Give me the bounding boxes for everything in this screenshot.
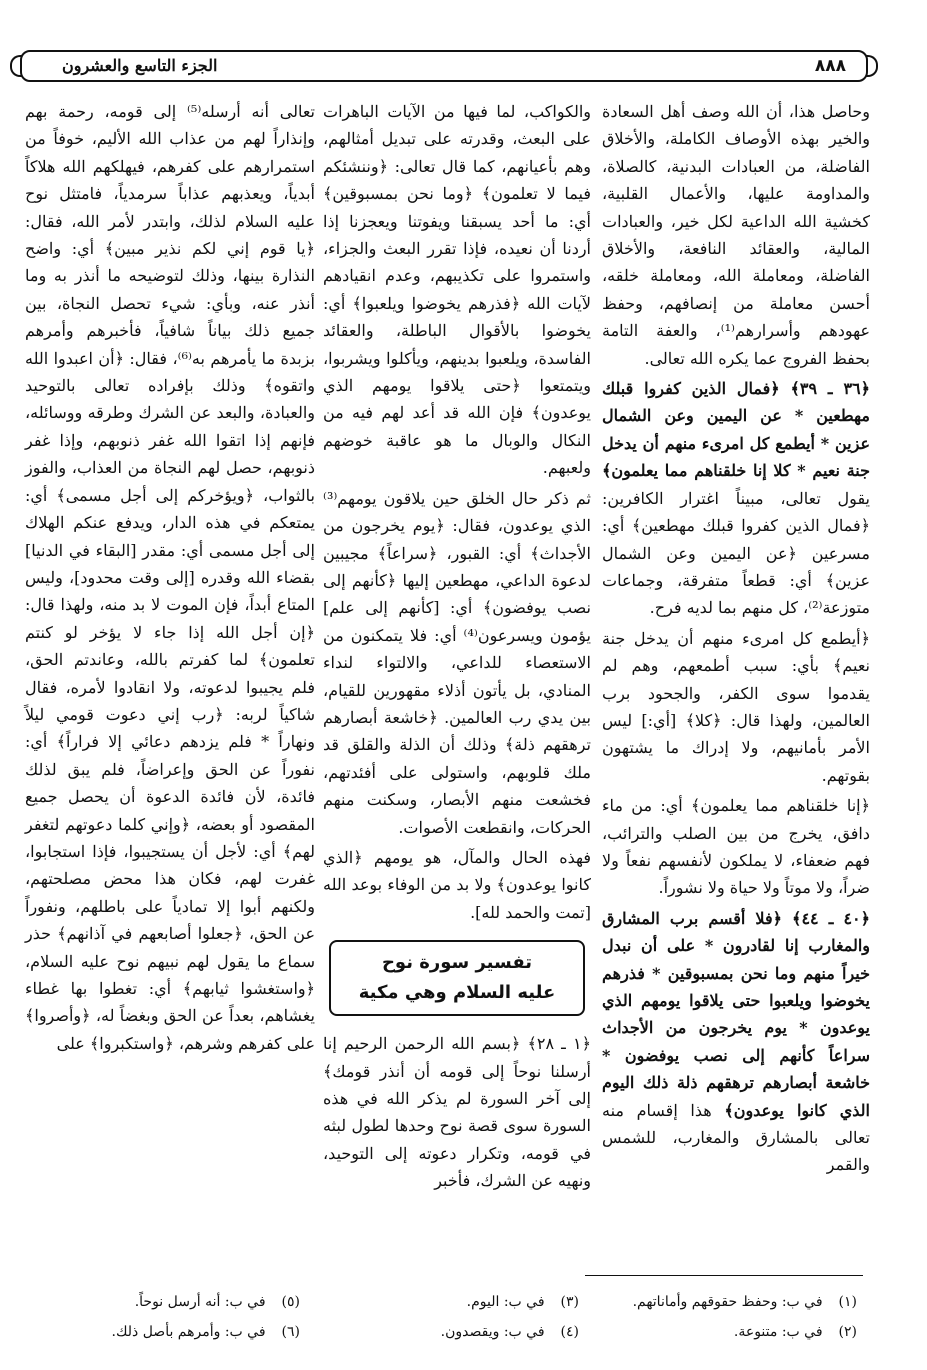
footnote-number: (٦) bbox=[281, 1324, 300, 1340]
paragraph: وحاصل هذا، أن الله وصف أهل السعادة والخير بهذه الأوصاف الكاملة، والأخلاق الفاضلة، من العبادات البدنية، كالصلاة، والمداومة عليها، والأعمال القلبية، كخشية الله الداعية لكل خير، والعبادات المالية، والعقائد النافعة، والأخلاق الفاضلة، ومعاملة الله، ومعاملة خلقه، أحسن معاملة من إنصافهم، وحفظ عهودهم وأسرارهم⁽¹⁾، والعفة التامة بحفظ الفروج عما يكره الله تعالى. bbox=[602, 102, 870, 368]
footnote-text: في ب: وأمرهم بأصل ذلك. bbox=[111, 1324, 266, 1340]
page-header bbox=[20, 50, 868, 82]
footnote-text: في ب: وحفظ حقوقهم وأماناتهم. bbox=[632, 1294, 823, 1310]
paragraph: تعالى أنه أرسله⁽⁵⁾ إلى قومه، رحمة بهم وإنذاراً لهم من عذاب الله الأليم، خوفاً من استمرارهم على كفرهم، فيهلكهم الله هلاكاً أبدياً، ويعذبهم عذاباً سرمدياً، فامتثل نوح عليه السلام لذلك، وابتدر لأمر الله، فقال: ﴿يا قوم إني لكم نذير مبين﴾ أي: واضح النذارة بينها، وذلك لتوضيحه ما أنذر به وما أنذر عنه، وبأي: شيء تحصل النجاة، بين جميع ذلك بياناً شافياً، فأخبرهم وأمرهم بزبدة ما يأمرهم به⁽⁶⁾، فقال: ﴿أن اعبدوا الله واتقوه﴾ وذلك بإفراده تعالى بالتوحيد والعبادة، والبعد عن الشرك وطرقه ووسائله، فإنهم إذا اتقوا الله غفر ذنوبهم، وإذا غفر ذنوبهم، حصل لهم النجاة من العذاب، والفوز بالثواب، ﴿ويؤخركم إلى أجل مسمى﴾ أي: يمتعكم في هذه الدار، ويدفع عنكم الهلاك إلى أجل مسمى أي: مقدر [البقاء في الدنيا] بقضاء الله وقدره [إلى وقت محدود]، وليس المتاع أبداً، فإن الموت لا بد منه، ولهذا قال: ﴿إن أجل الله إذا جاء لا يؤخر لو كنتم تعلمون﴾ لما كفرتم بالله، وعاندتم الحق، فلم يجيبوا لدعوته، ولا انقادوا لأمره، فقال شاكياً لربه: ﴿رب إني دعوت قومي ليلاً ونهاراً * فلم يزدهم دعائي إلا فراراً﴾ أي: نفوراً عن الحق وإعراضاً، فلم يبق لذلك فائدة، لأن فائدة الدعوة أن يحصل جميع المقصود أو بعضه، ﴿وإني كلما دعوتهم لتغفر لهم﴾ أي: لأجل أن يستجيبوا، فإذا استجابوا، غفرت لهم، فكان هذا محض مصلحتهم، ولكنهم أبوا إلا تمادياً على باطلهم، ونفوراً عن الحق، ﴿جعلوا أصابعهم في آذانهم﴾ حذر سماع ما يقول لهم نبيهم نوح عليه السلام، ﴿واستغشوا ثيابهم﴾ أي: تغطوا بها غطاء يغشاهم، بعداً عن الحق وبغضاً له، ﴿وأصروا﴾ على كفرهم وشرهم، ﴿واستكبروا﴾ على bbox=[25, 102, 316, 1053]
footnote bbox=[135, 1294, 300, 1310]
verse-text: ﴿٣٦ ـ ٣٩﴾ ﴿فمال الذين كفروا قبلك مهطعين * عن اليمين وعن الشمال عزين * أيطمع كل امرىء منهم أن يدخل جنة نعيم * كلا إنا خلقناهم مما يعلمون﴾ bbox=[602, 379, 871, 481]
commentary-text: هذا إقسام منه تعالى بالمشارق والمغارب، للشمس والقمر bbox=[602, 1100, 870, 1175]
surah-title-box bbox=[329, 940, 585, 1016]
paragraph: ﴿أيطمع كل امرىء منهم أن يدخل جنة نعيم﴾ بأي: سبب أطمعهم، وهم لم يقدموا سوى الكفر، والجحود برب العالمين، ولهذا قال: ﴿كلا﴾ [أي:] ليس الأمر بأمانيهم، ولا إدراك ما يشتهون بقوتهم. bbox=[602, 628, 870, 785]
footnote-number: (١) bbox=[838, 1294, 857, 1310]
footnote bbox=[633, 1294, 857, 1310]
footnote bbox=[734, 1324, 857, 1340]
text-column-middle bbox=[323, 98, 591, 1260]
footnote-number: (٣) bbox=[560, 1294, 579, 1310]
text-column-left bbox=[25, 98, 315, 1260]
footnote-text: في ب: متنوعة. bbox=[733, 1324, 823, 1340]
commentary-text: يقول تعالى، مبيناً اغترار الكافرين: ﴿فمال الذين كفروا قبلك مهطعين﴾ أي: مسرعين ﴿عن اليمين وعن الشمال عزين﴾ أي: قطعاً متفرقة، وجماعات متوزعة⁽²⁾، كل منهم بما لديه فرح. bbox=[602, 488, 870, 618]
footnote bbox=[112, 1324, 301, 1340]
surah-title-line-2: عليه السلام وهي مكية bbox=[358, 982, 556, 1004]
surah-title-line-1: تفسير سورة نوح bbox=[381, 952, 533, 974]
text-column-right bbox=[602, 98, 870, 1260]
paragraph bbox=[602, 905, 870, 1179]
verse-text: ﴿٤٠ ـ ٤٤﴾ ﴿فلا أقسم برب المشارق والمغارب إنا لقادرون * على أن نبدل خيراً منهم وما نحن بمسبوقين * فذرهم يخوضوا ويلعبوا حتى يلاقوا يومهم الذي يوعدون * يوم يخرجون من الأجداث سراعاً كأنهم إلى نصب يوفضون * خاشعة أبصارهم ترهقهم ذلة ذلك اليوم الذي كانوا يوعدون﴾ bbox=[602, 908, 871, 1120]
paragraph: ثم ذكر حال الخلق حين يلاقون يومهم⁽³⁾ الذي يوعدون، فقال: ﴿يوم يخرجون من الأجداث﴾ أي: القبور، ﴿سراعاً﴾ مجيبين لدعوة الداعي، مهطعين إليها ﴿كأنهم إلى نصب يوفضون﴾ أي: [كأنهم إلى علم] يؤمون ويسرعون⁽⁴⁾ أي: فلا يتمكنون من الاستعصاء للداعي، والالتواء لنداء المنادي، بل يأتون أذلاء مقهورين للقيام، بين يدي رب العالمين. ﴿خاشعة أبصارهم ترهقهم ذلة﴾ وذلك أن الذلة والقلق قد ملك قلوبهم، واستولى على أفئدتهم، فخشعت منهم الأبصار، وسكنت منهم الحركات، وانقطعت الأصوات. bbox=[323, 488, 591, 837]
paragraph: فهذه الحال والمآل، هو يومهم ﴿الذي كانوا يوعدون﴾ ولا بد من الوفاء بوعد الله [تمت والحمد لله]. bbox=[323, 847, 591, 922]
footnote-divider bbox=[585, 1275, 863, 1276]
paragraph: والكواكب، لما فيها من الآيات الباهرات على البعث، وقدرته على تبديل أمثالهم، وهم بأعيانهم، كما قال تعالى: ﴿وننشئكم فيما لا تعلمون﴾ ﴿وما نحن بمسبوقين﴾ أي: ما أحد يسبقنا ويفوتنا ويعجزنا إذا أردنا أن نعيده، فإذا تقرر البعث والجزاء، واستمروا على تكذيبهم، وعدم انقيادهم لآيات الله ﴿فذرهم يخوضوا ويلعبوا﴾ أي: يخوضوا بالأقوال الباطلة، والعقائد الفاسدة، ويلعبوا بدينهم، ويأكلوا ويشربوا، ويتمتعوا ﴿حتى يلاقوا يومهم الذي يوعدون﴾ فإن الله قد أعد لهم فيه من النكال والوبال ما هو عاقبة خوضهم ولعبهم. bbox=[323, 102, 591, 478]
footnote-number: (٤) bbox=[560, 1324, 579, 1340]
part-title: الجزء التاسع والعشرون bbox=[62, 56, 218, 75]
footnote-text: في ب: ويقصدون. bbox=[440, 1324, 545, 1340]
footnote-number: (٥) bbox=[281, 1294, 300, 1310]
paragraph: ﴿١ ـ ٢٨﴾ ﴿بسم الله الرحمن الرحيم إنا أرسلنا نوحاً إلى قومه أن أنذر قومك﴾ إلى آخر السورة لم يذكر الله في هذه السورة سوى قصة نوح وحدها لطول لبثه في قومه، وتكرار دعوته إلى التوحيد، ونهيه عن الشرك، فأخبر bbox=[323, 1034, 591, 1191]
footnote bbox=[441, 1324, 579, 1340]
footnote-text: في ب: أنه أرسل نوحاً. bbox=[134, 1294, 266, 1310]
footnote bbox=[467, 1294, 579, 1310]
footnote-number: (٢) bbox=[838, 1324, 857, 1340]
paragraph bbox=[602, 375, 870, 622]
page-number: ٨٨٨ bbox=[814, 56, 846, 76]
footnote-text: في ب: اليوم. bbox=[466, 1294, 545, 1310]
paragraph: ﴿إنا خلقناهم مما يعلمون﴾ أي: من ماء دافق، يخرج من بين الصلب والترائب، فهم ضعفاء، لا يملكون لأنفسهم نفعاً ولا ضراً، ولا موتاً ولا حياة ولا نشوراً. bbox=[602, 796, 870, 898]
